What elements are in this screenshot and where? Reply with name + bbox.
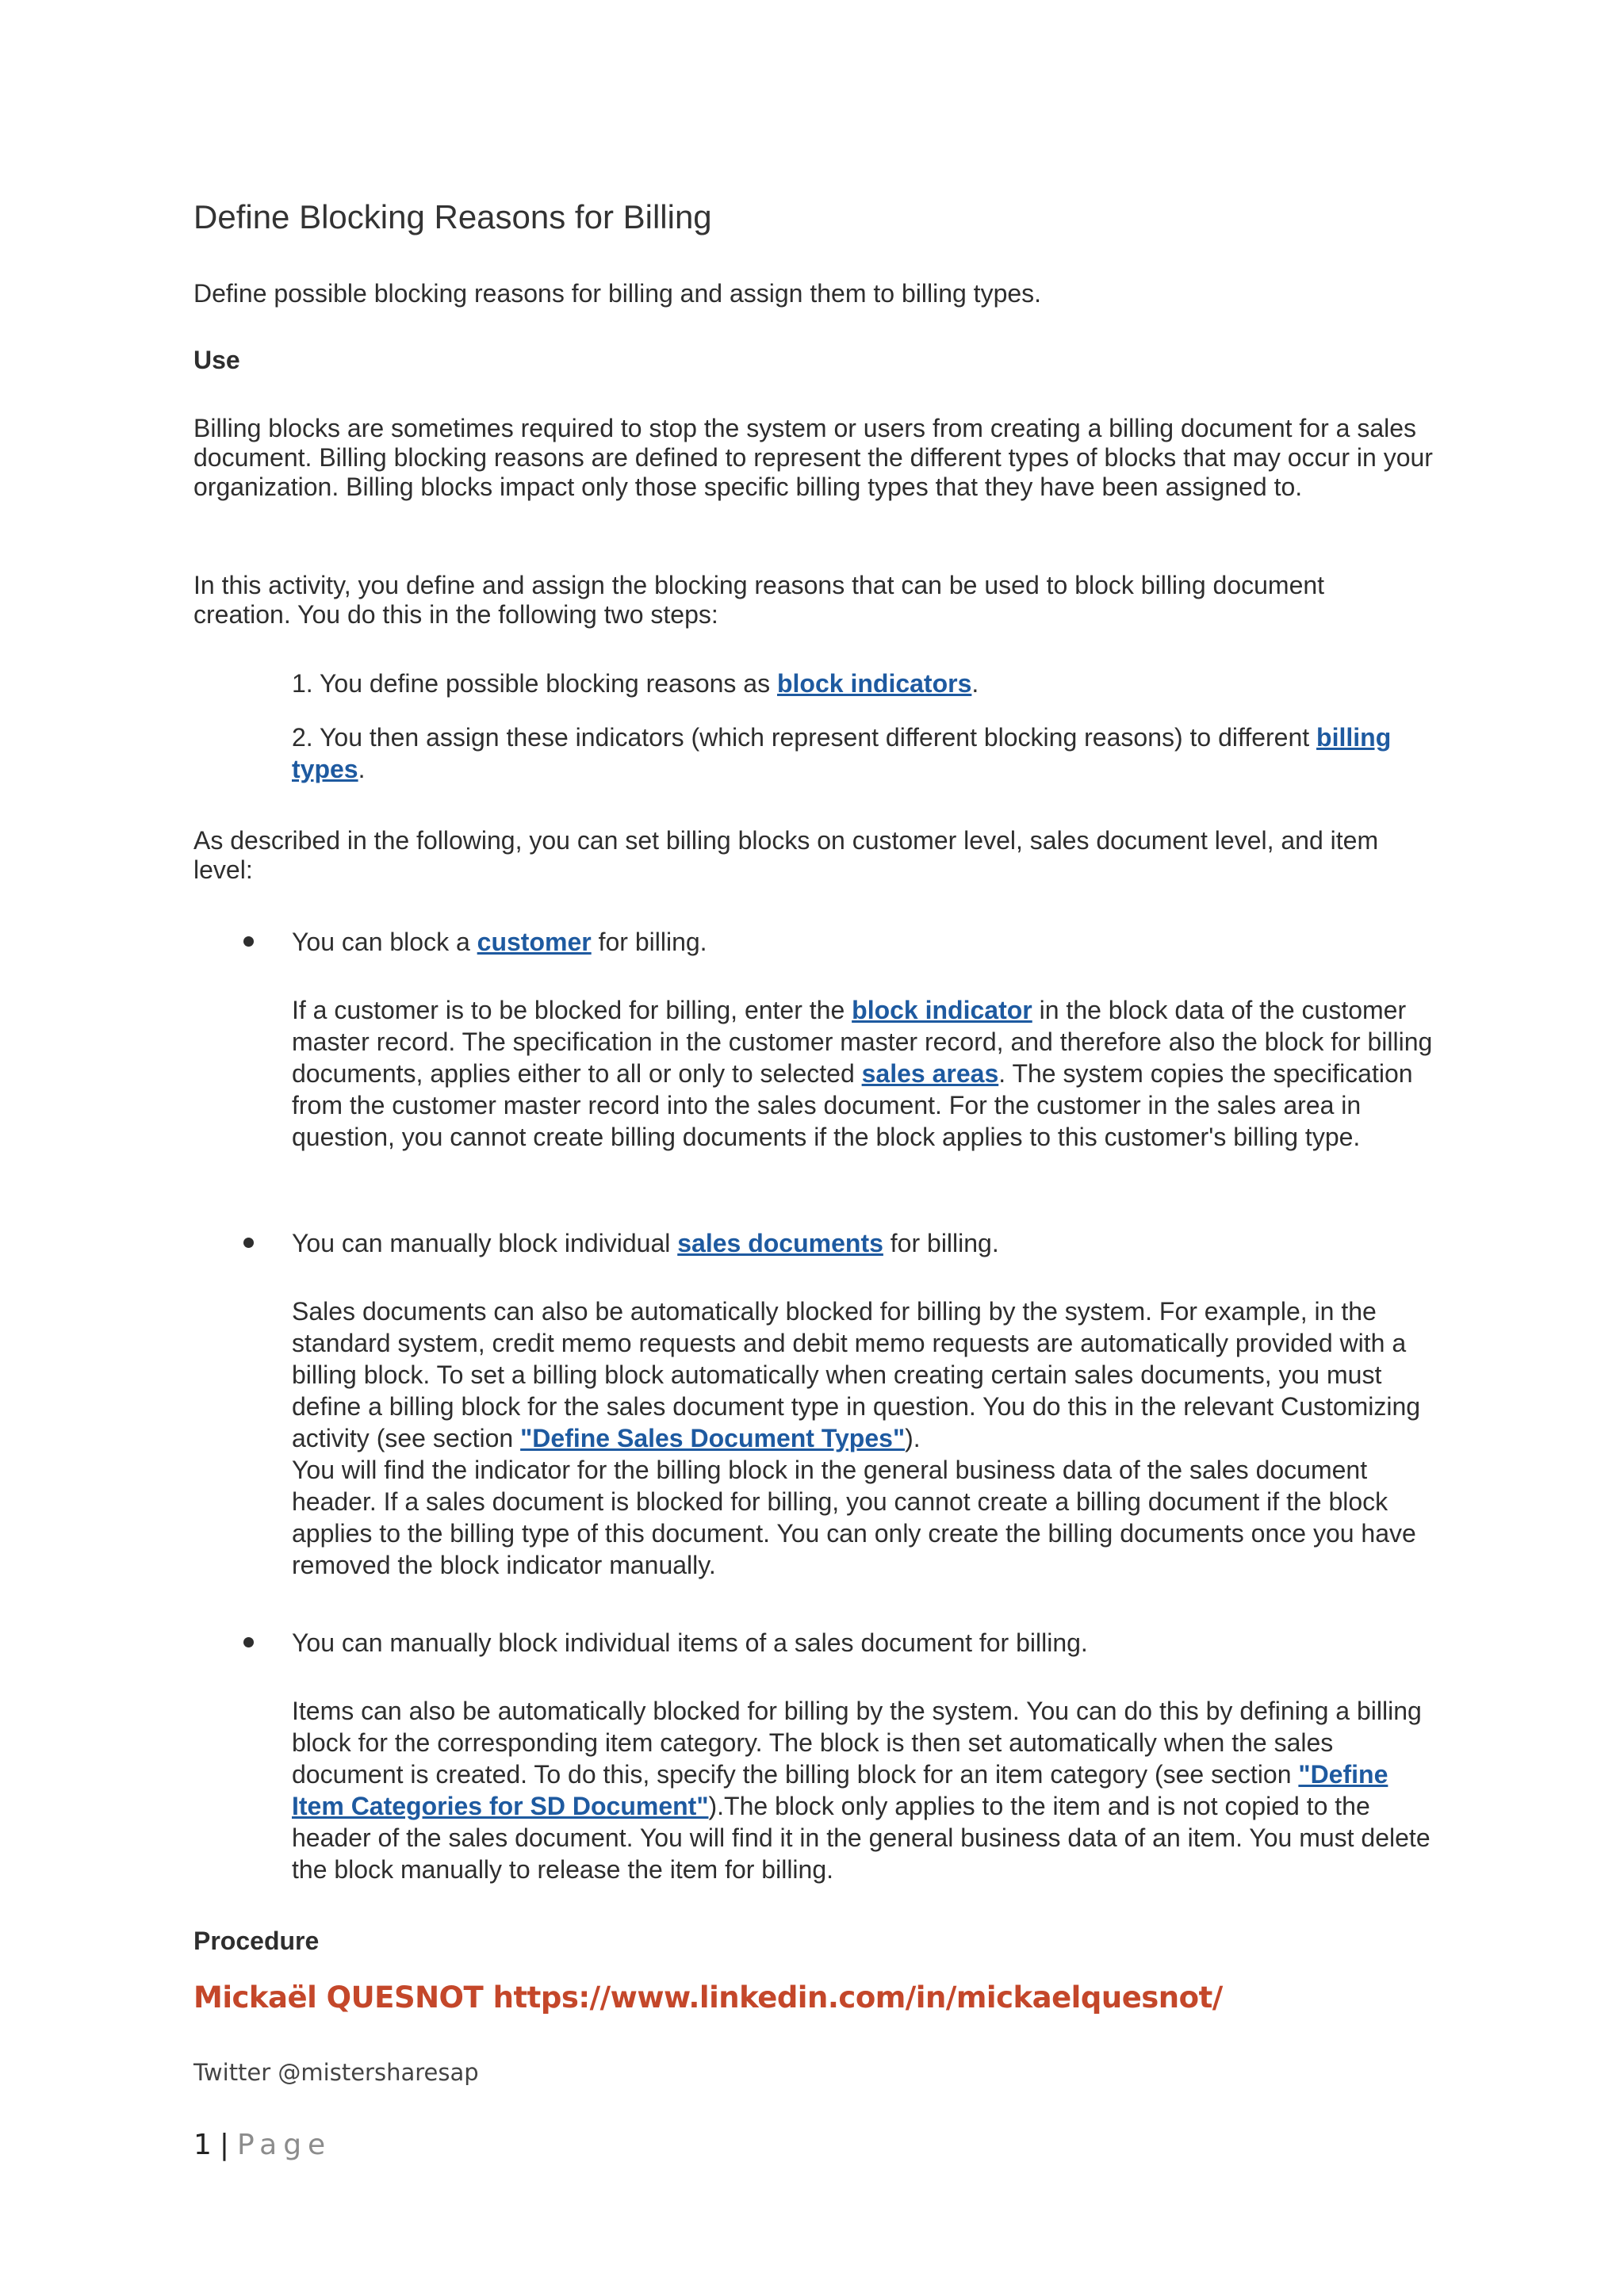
page-word: Page — [237, 2129, 332, 2161]
bullet-2-detail-a: Sales documents can also be automatically blocked for billing by the system. For example, in the standard system, credit memo requests and debit memo requests are automatically provided with a billing block. To set a billing block automatically when creating certain sales documents, you must define a billing block for the sales document type in question. You do this in the relevant Customizing activity (see section — [292, 1297, 1421, 1452]
lead-paragraph: Define possible blocking reasons for billing and assign them to billing types. — [193, 279, 1042, 308]
bullet-point — [243, 1238, 254, 1248]
bullet-1 — [292, 926, 1402, 958]
bullet-1-detail-c: . The system copies the specification from the customer master record into the sales document. For the customer in the sales area in question, you cannot create billing documents if the block applies to this customer's billing type. — [292, 1059, 1413, 1151]
procedure-heading: Procedure — [193, 1927, 320, 1955]
bullet-1-detail — [292, 994, 1434, 1153]
bullet-2-text: You can manually block individual — [292, 1229, 678, 1257]
bullet-2-detail-b: ). — [905, 1424, 921, 1452]
page-number: 1 — [193, 2129, 212, 2161]
bullet-1-text: You can block a — [292, 928, 477, 956]
bullet-2-detail-c: You will find the indicator for the billing block in the general business data of the sales document header. If a sales document is blocked for billing, you cannot create a billing document if the block applies to the billing type of this document. You can only create the billing documents once you have removed the block indicator manually. — [292, 1456, 1416, 1579]
bullet-3-detail-a: Items can also be automatically blocked for billing by the system. You can do this by defining a billing block for the corresponding item category. The block is then set automatically when the sales document is created. To do this, specify the billing block for an item category (see section — [292, 1697, 1422, 1789]
sales-documents-link[interactable]: sales documents — [677, 1229, 883, 1257]
use-paragraph-2: In this activity, you define and assign the blocking reasons that can be used to block billing document creation. You do this in the following two steps: — [193, 571, 1325, 629]
page-separator: | — [219, 2129, 230, 2161]
bullet-point — [243, 936, 254, 947]
step-1 — [292, 668, 1481, 699]
sales-areas-link[interactable]: sales areas — [861, 1059, 999, 1088]
step-1-suffix: . — [971, 669, 979, 698]
bullet-3-detail — [292, 1695, 1434, 1885]
customer-link[interactable]: customer — [477, 928, 592, 956]
billing-types-link[interactable]: billing types — [292, 723, 1392, 783]
bullet-2-detail — [292, 1295, 1434, 1581]
step-1-text: 1. You define possible blocking reasons as — [292, 669, 777, 698]
bullet-2-suffix: for billing. — [883, 1229, 999, 1257]
block-indicator-link[interactable]: block indicator — [852, 996, 1032, 1024]
page-title: Define Blocking Reasons for Billing — [193, 198, 712, 235]
step-2 — [292, 721, 1434, 785]
bullet-point — [243, 1637, 254, 1647]
bullet-1-detail-a: If a customer is to be blocked for billing, enter the — [292, 996, 852, 1024]
levels-intro: As described in the following, you can set billing blocks on customer level, sales document level, and item level: — [193, 826, 1379, 884]
block-indicators-link[interactable]: block indicators — [776, 669, 972, 698]
bullet-1-detail-b: in the block data of the customer master record. The specification in the customer master record, and therefore also the block for billing documents, applies either to all or only to selected — [292, 996, 1433, 1088]
define-sales-document-types-link[interactable]: "Define Sales Document Types" — [520, 1424, 906, 1452]
page-footer — [193, 2128, 331, 2163]
step-2-suffix: . — [358, 755, 366, 783]
bullet-1-suffix: for billing. — [591, 928, 707, 956]
use-paragraph-1: Billing blocks are sometimes required to stop the system or users from creating a billing document for a sales document. Billing blocking reasons are defined to represent the different types of blocks that may occur in your organization. Billing blocks impact only those specific billing types that they have been assigned to. — [193, 414, 1433, 501]
define-item-categories-link[interactable]: "Define Item Categories for SD Document" — [292, 1760, 1388, 1820]
bullet-3: You can manually block individual items of a sales document for billing. — [292, 1628, 1088, 1657]
use-heading: Use — [193, 346, 240, 374]
twitter-handle: Twitter @mistersharesap — [193, 2059, 479, 2086]
author-line: Mickaël QUESNOT https://www.linkedin.com/in/mickaelquesnot/ — [193, 1980, 1223, 2015]
bullet-2 — [292, 1227, 1402, 1259]
bullet-3-detail-b: ).The block only applies to the item and is not copied to the header of the sales document. You will find it in the general business data of an item. You must delete the block manually to release the item for billing. — [292, 1792, 1431, 1884]
step-2-text: 2. You then assign these indicators (which represent different blocking reasons) to different — [292, 723, 1317, 752]
